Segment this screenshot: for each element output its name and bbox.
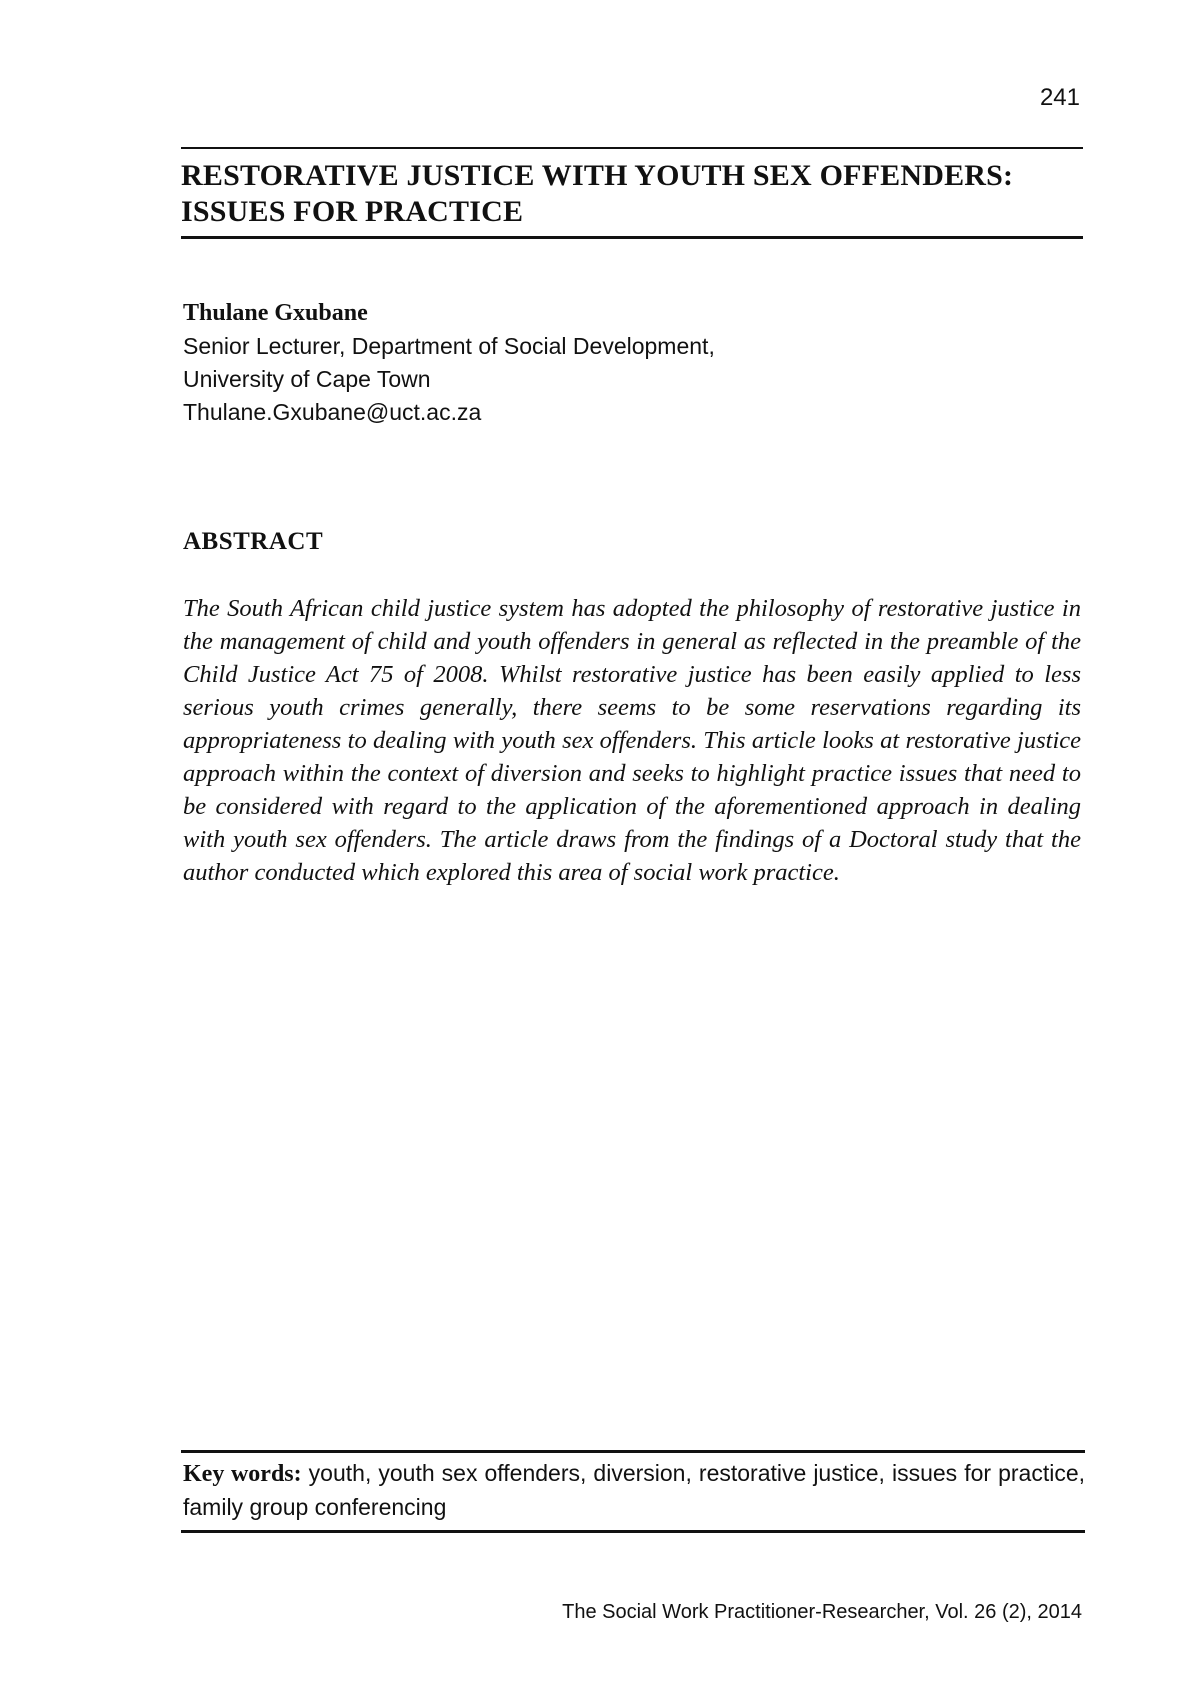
keywords-text: youth, youth sex offenders, diversion, restorative justice, issues for practice, family group conferencing (183, 1460, 1085, 1520)
article-title (181, 147, 1083, 239)
author-position: Senior Lecturer, Department of Social Development, (183, 333, 715, 359)
abstract-heading: ABSTRACT (183, 528, 324, 555)
journal-footer: The Social Work Practitioner-Researcher, Vol. 26 (2), 2014 (562, 1601, 1082, 1623)
author-name: Thulane Gxubane (183, 300, 368, 326)
title-line-2: ISSUES FOR PRACTICE (181, 195, 524, 228)
keywords-label: Key words: (183, 1461, 302, 1487)
title-line-1: RESTORATIVE JUSTICE WITH YOUTH SEX OFFENDERS: (181, 159, 1014, 192)
page-number: 241 (1039, 84, 1080, 111)
author-block (183, 297, 715, 429)
author-email: Thulane.Gxubane@uct.ac.za (183, 399, 482, 425)
keywords-block (181, 1450, 1085, 1533)
abstract-text: The South African child justice system has adopted the philosophy of restorative justice in the management of child and youth offenders in general as reflected in the preamble of the Child Justice Act 75 of 2008. Whilst restorative justice has been easily applied to less serious youth crimes generally, there seems to be some reservations regarding its appropriateness to dealing with youth sex offenders. This article looks at restorative justice approach within the context of diversion and seeks to highlight practice issues that need to be considered with regard to the application of the aforementioned approach in dealing with youth sex offenders. The article draws from the findings of a Doctoral study that the author conducted which explored this area of social work practice. (183, 595, 1081, 886)
author-institution: University of Cape Town (183, 366, 431, 392)
